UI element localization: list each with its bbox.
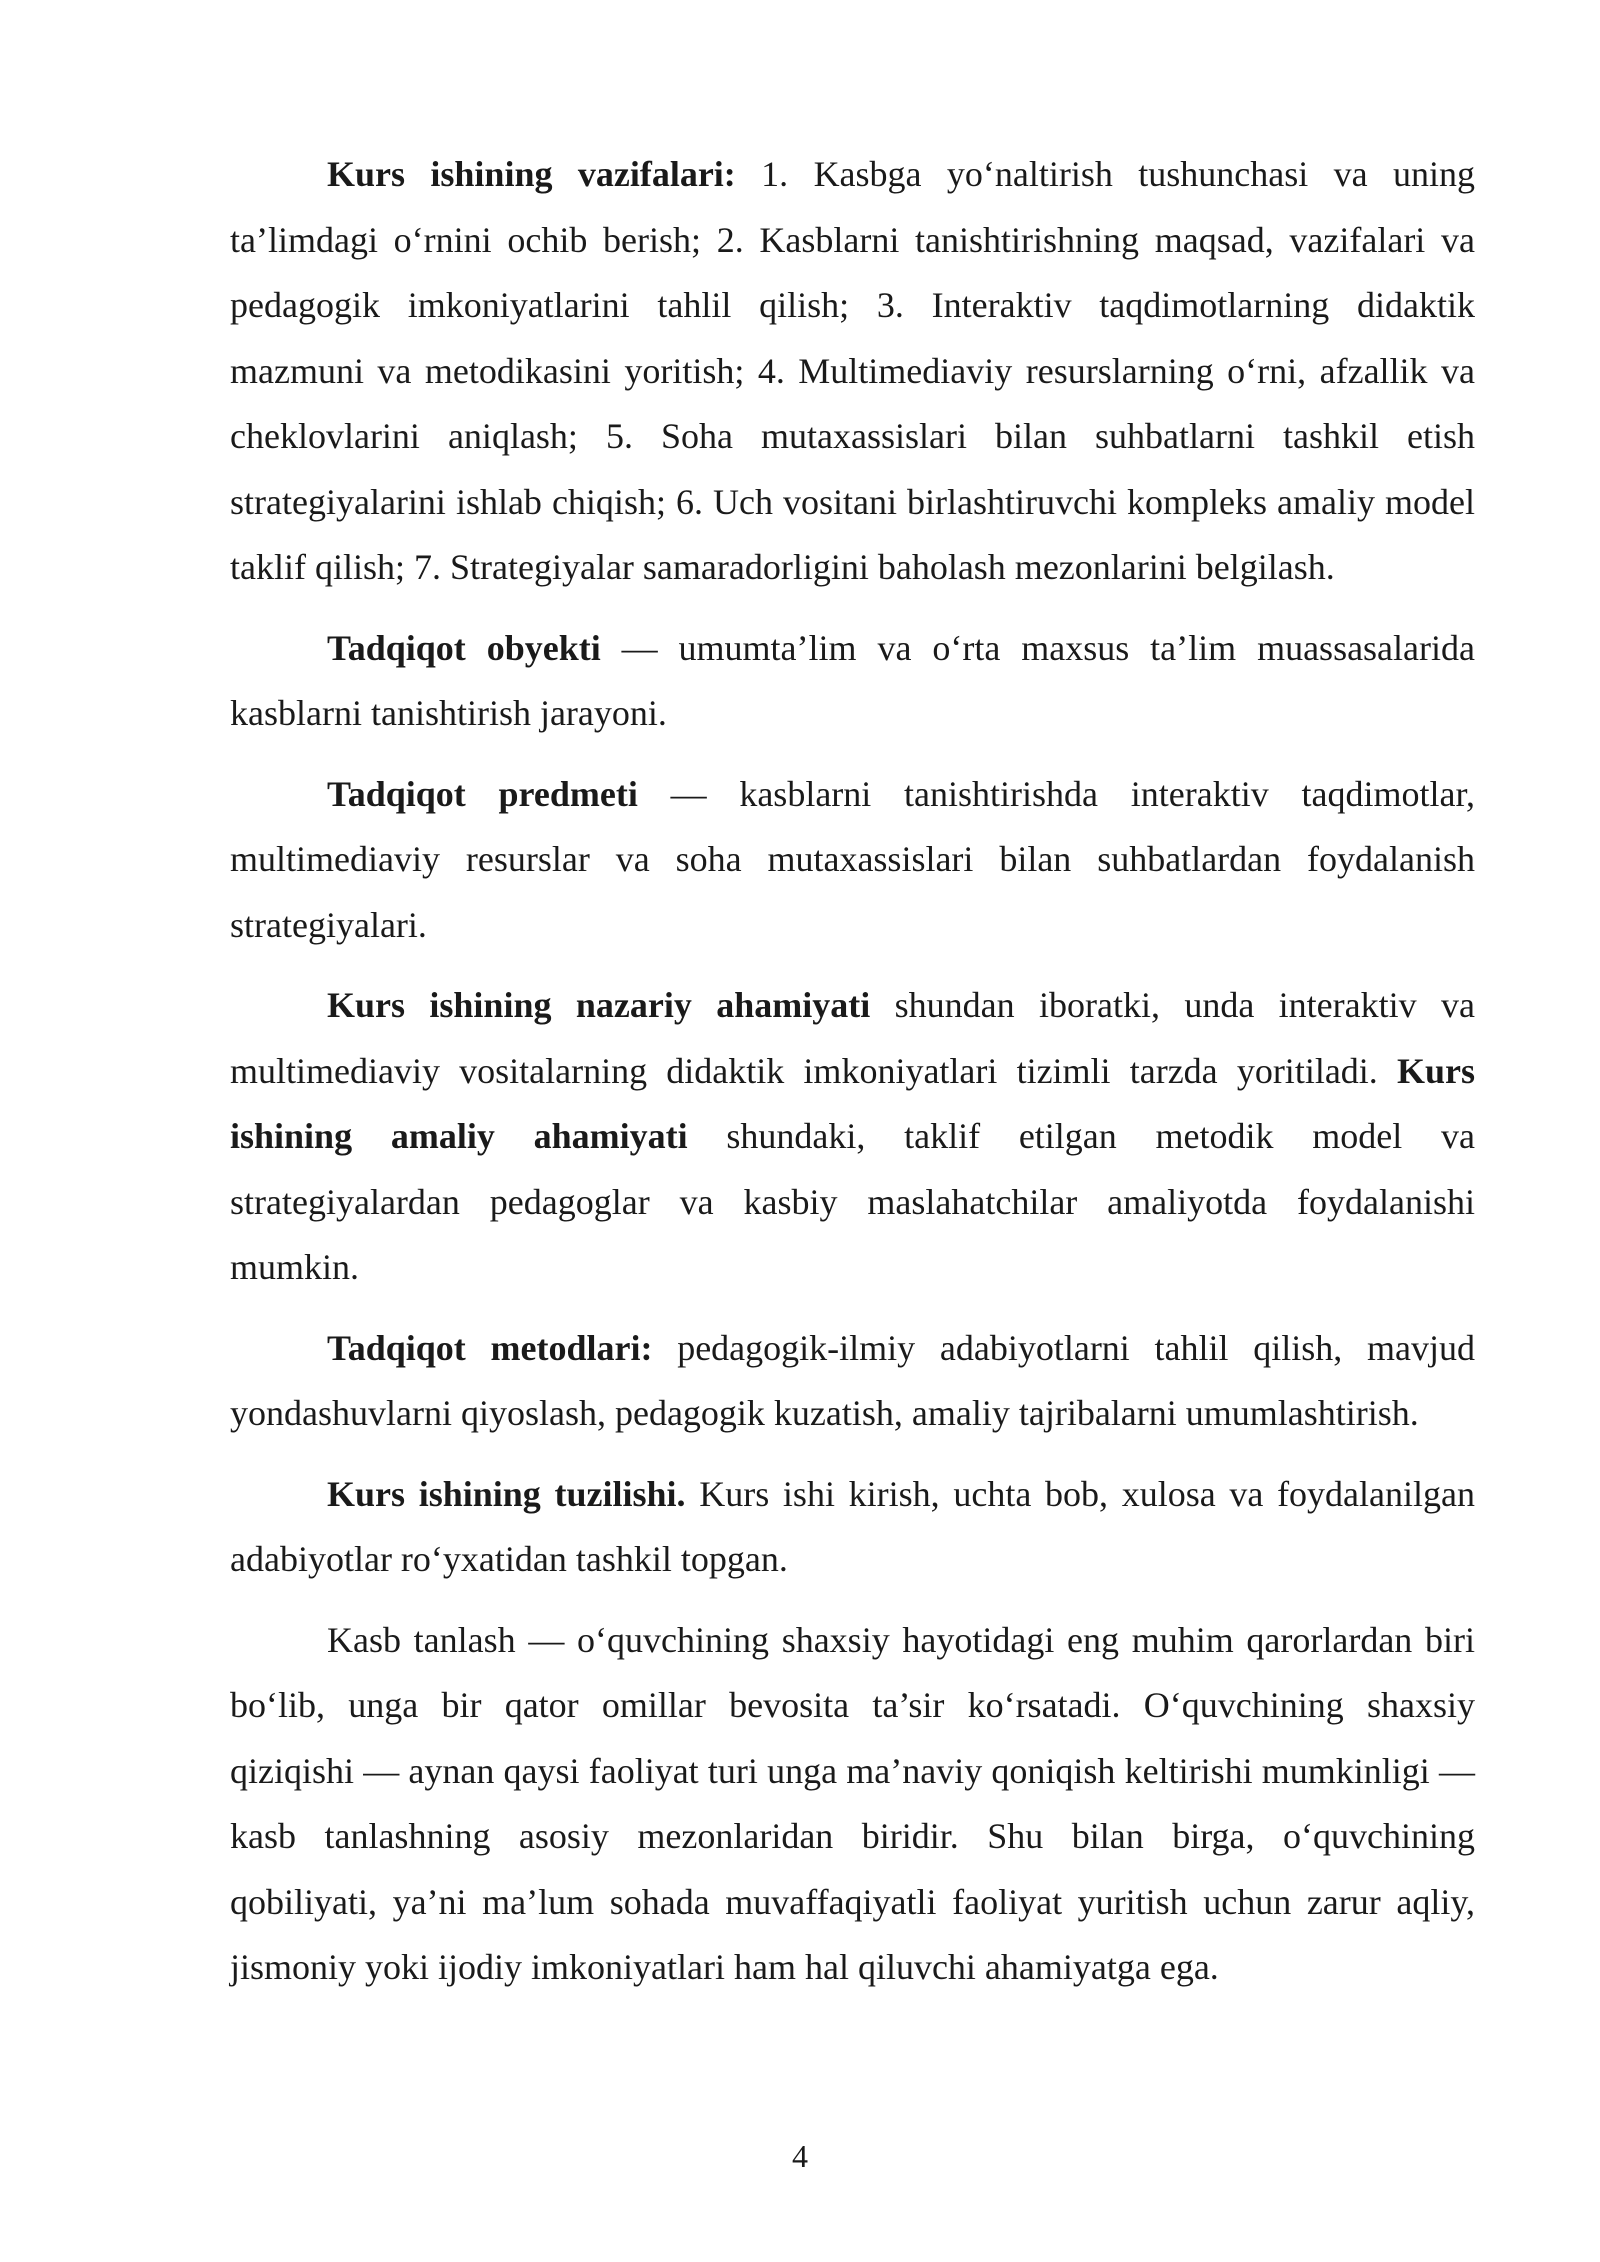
heading-structure: Kurs ishining tuzilishi. <box>327 1473 686 1514</box>
text-research-subject: — kasblarni tanishtirishda interaktiv taqdimotlar, multimediaviy resurslar va soha mutaxassislari bilan suhbatlardan foydalanish strategiyalari. <box>230 773 1475 945</box>
text-research-object: — umumta’lim va o‘rta maxsus ta’lim muassasalarida kasblarni tanishtirish jarayoni. <box>230 627 1475 733</box>
paragraph-significance <box>230 973 1475 1301</box>
paragraph-research-object <box>230 616 1475 747</box>
paragraph-research-subject <box>230 762 1475 959</box>
paragraph-methods <box>230 1316 1475 1447</box>
heading-theoretical-significance: Kurs ishining nazariy ahamiyati <box>327 985 871 1025</box>
text-practical-significance: shundaki, taklif etilgan metodik model va strategiyalardan pedagoglar va kasbiy maslahatchilar amaliyotda foydalanishi mumkin. <box>230 1116 1475 1287</box>
text-structure: Kurs ishi kirish, uchta bob, xulosa va foydalanilgan adabiyotlar ro‘yxatidan tashkil topgan. <box>230 1473 1476 1579</box>
text-theoretical-significance: shundan iboratki, unda interaktiv va multimediaviy vositalarning didaktik imkoniyatlari tizimli tarzda yoritiladi. <box>230 985 1475 1091</box>
document-page <box>230 142 1475 2016</box>
paragraph-tasks <box>230 142 1475 601</box>
heading-practical-significance: Kurs ishining amaliy ahamiyati <box>230 1050 1475 1156</box>
heading-tasks: Kurs ishining vazifalari: <box>327 154 736 194</box>
heading-research-object: Tadqiqot obyekti <box>327 627 601 668</box>
text-career-choice: Kasb tanlash — o‘quvchining shaxsiy hayotidagi eng muhim qarorlardan biri bo‘lib, unga bir qator omillar bevosita ta’sir ko‘rsatadi. O‘quvchining shaxsiy qiziqishi — aynan qaysi faoliyat turi unga ma’naviy qoniqish keltirishi mumkinligi — kasb tanlashning asosiy mezonlaridan biridir. Shu bilan birga, o‘quvchining qobiliyati, ya’ni ma’lum sohada muvaffaqiyatli faoliyat yuritish uchun zarur aqliy, jismoniy yoki ijodiy imkoniyatlari ham hal qiluvchi ahamiyatga ega. <box>230 1619 1475 1987</box>
text-tasks: 1. Kasbga yo‘naltirish tushunchasi va uning ta’limdagi o‘rnini ochib berish; 2. Kasblarni tanishtirishning maqsad, vazifalari va pedagogik imkoniyatlarini tahlil qilish; 3. Interaktiv taqdimotlarning didaktik mazmuni va metodikasini yoritish; 4. Multimediaviy resurslarning o‘rni, afzallik va cheklovlarini aniqlash; 5. Soha mutaxassislari bilan suhbatlarni tashkil etish strategiyalarini ishlab chiqish; 6. Uch vositani birlashtiruvchi kompleks amaliy model taklif qilish; 7. Strategiyalar samaradorligini baholash mezonlarini belgilash. <box>230 154 1475 587</box>
paragraph-structure <box>230 1462 1475 1593</box>
paragraph-career-choice <box>230 1608 1475 2001</box>
heading-research-subject: Tadqiqot predmeti <box>327 773 638 814</box>
page-number: 4 <box>792 2138 808 2174</box>
text-methods: pedagogik-ilmiy adabiyotlarni tahlil qilish, mavjud yondashuvlarni qiyoslash, pedagogik kuzatish, amaliy tajribalarni umumlashtirish. <box>230 1327 1475 1433</box>
heading-methods: Tadqiqot metodlari: <box>327 1327 653 1368</box>
